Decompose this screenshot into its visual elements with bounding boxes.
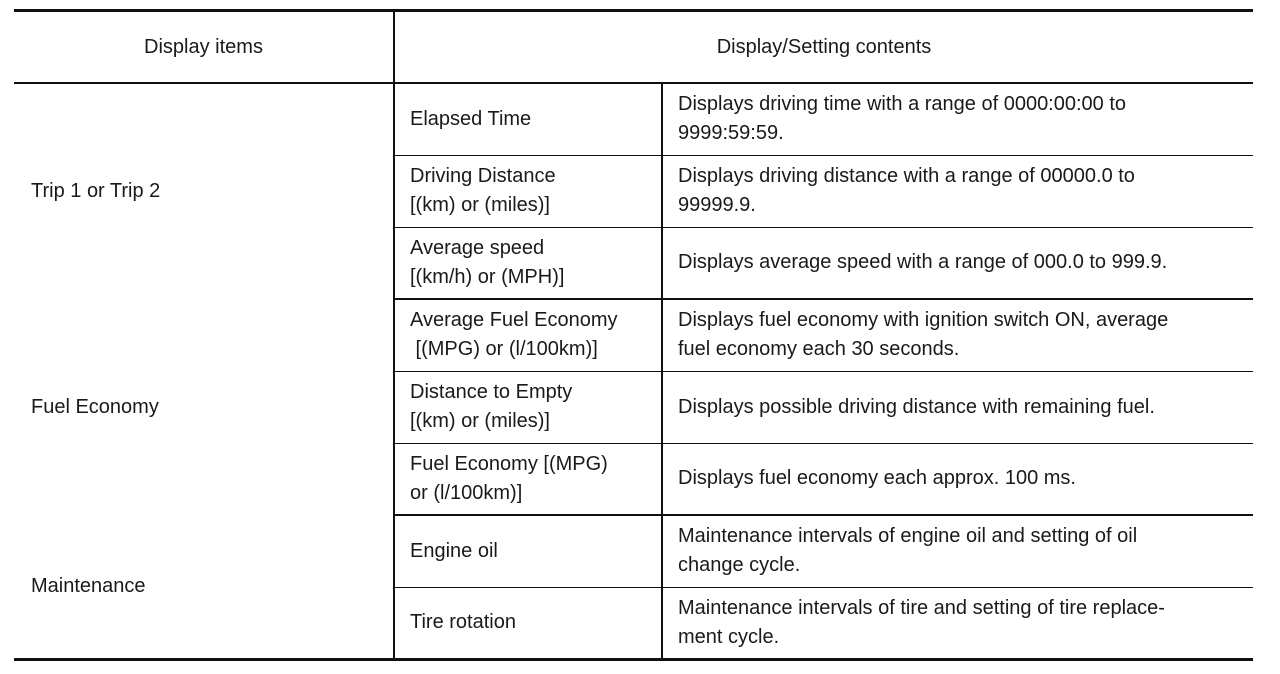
table-header-row <box>14 11 1253 84</box>
header-display-setting-contents: Display/Setting contents <box>394 11 1253 84</box>
desc-distance-to-empty: Displays possible driving distance with remaining fuel. <box>662 371 1253 443</box>
item-distance-to-empty: Distance to Empty [(km) or (miles)] <box>394 371 662 443</box>
table-row <box>14 83 1253 155</box>
desc-tire-rotation: Maintenance intervals of tire and setting of tire replace- ment cycle. <box>662 587 1253 659</box>
category-fuel-economy: Fuel Economy <box>14 299 394 515</box>
desc-average-fuel-economy: Displays fuel economy with ignition switch ON, average fuel economy each 30 seconds. <box>662 299 1253 371</box>
item-engine-oil: Engine oil <box>394 515 662 587</box>
desc-average-speed: Displays average speed with a range of 000.0 to 999.9. <box>662 227 1253 299</box>
item-elapsed-time: Elapsed Time <box>394 83 662 155</box>
item-average-fuel-economy: Average Fuel Economy [(MPG) or (l/100km)] <box>394 299 662 371</box>
category-trip: Trip 1 or Trip 2 <box>14 83 394 299</box>
table-row <box>14 515 1253 587</box>
display-items-table <box>14 9 1253 661</box>
table-row <box>14 299 1253 371</box>
desc-fuel-economy: Displays fuel economy each approx. 100 ms. <box>662 443 1253 515</box>
item-average-speed: Average speed [(km/h) or (MPH)] <box>394 227 662 299</box>
header-display-items: Display items <box>14 11 394 84</box>
category-maintenance: Maintenance <box>14 515 394 659</box>
item-tire-rotation: Tire rotation <box>394 587 662 659</box>
desc-elapsed-time: Displays driving time with a range of 0000:00:00 to 9999:59:59. <box>662 83 1253 155</box>
desc-engine-oil: Maintenance intervals of engine oil and setting of oil change cycle. <box>662 515 1253 587</box>
item-driving-distance: Driving Distance [(km) or (miles)] <box>394 155 662 227</box>
desc-driving-distance: Displays driving distance with a range of 00000.0 to 99999.9. <box>662 155 1253 227</box>
item-fuel-economy: Fuel Economy [(MPG) or (l/100km)] <box>394 443 662 515</box>
